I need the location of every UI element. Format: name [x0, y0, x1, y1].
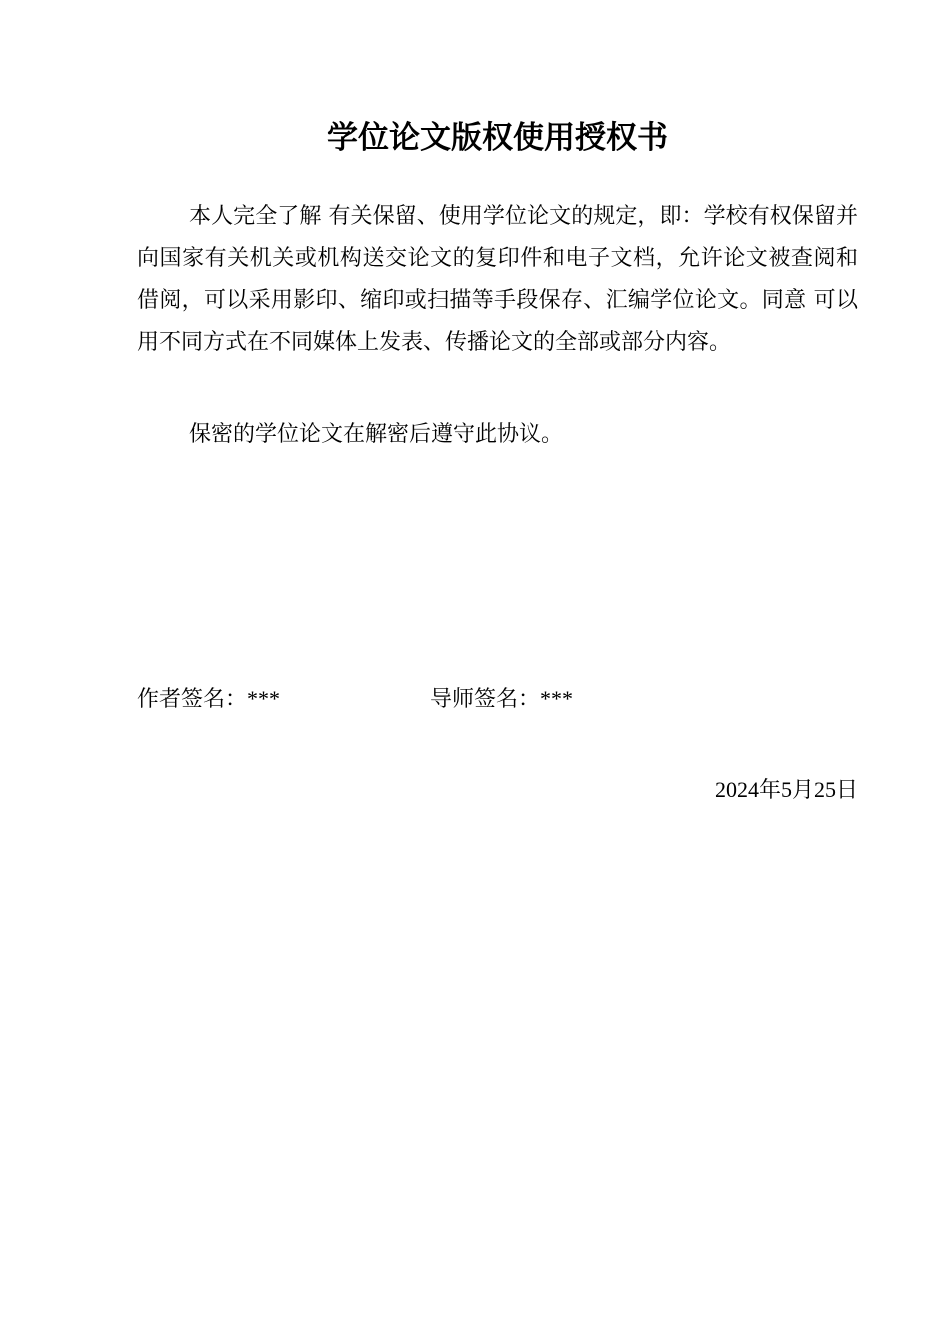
signing-date: 2024年5月25日	[714, 777, 858, 802]
author-signature	[137, 678, 280, 721]
advisor-signature-label: 导师签名：	[430, 687, 541, 712]
author-signature-label: 作者签名：	[137, 687, 248, 712]
advisor-signature-value: ***	[540, 686, 574, 711]
confidentiality-paragraph: 保密的学位论文在解密后遵守此协议。	[189, 422, 564, 447]
author-signature-value: ***	[247, 686, 281, 711]
authorization-paragraph: 本人完全了解 有关保留、使用学位论文的规定，即：学校有权保留并向国家有关机关或机构送交论文的复印件和电子文档，允许论文被查阅和借阅，可以采用影印、缩印或扫描等手段保存、汇编学位论文。同意 可以用不同方式在不同媒体上发表、传播论文的全部或部分内容。	[137, 204, 858, 355]
advisor-signature	[430, 678, 573, 721]
page-title: 学位论文版权使用授权书	[327, 120, 668, 156]
